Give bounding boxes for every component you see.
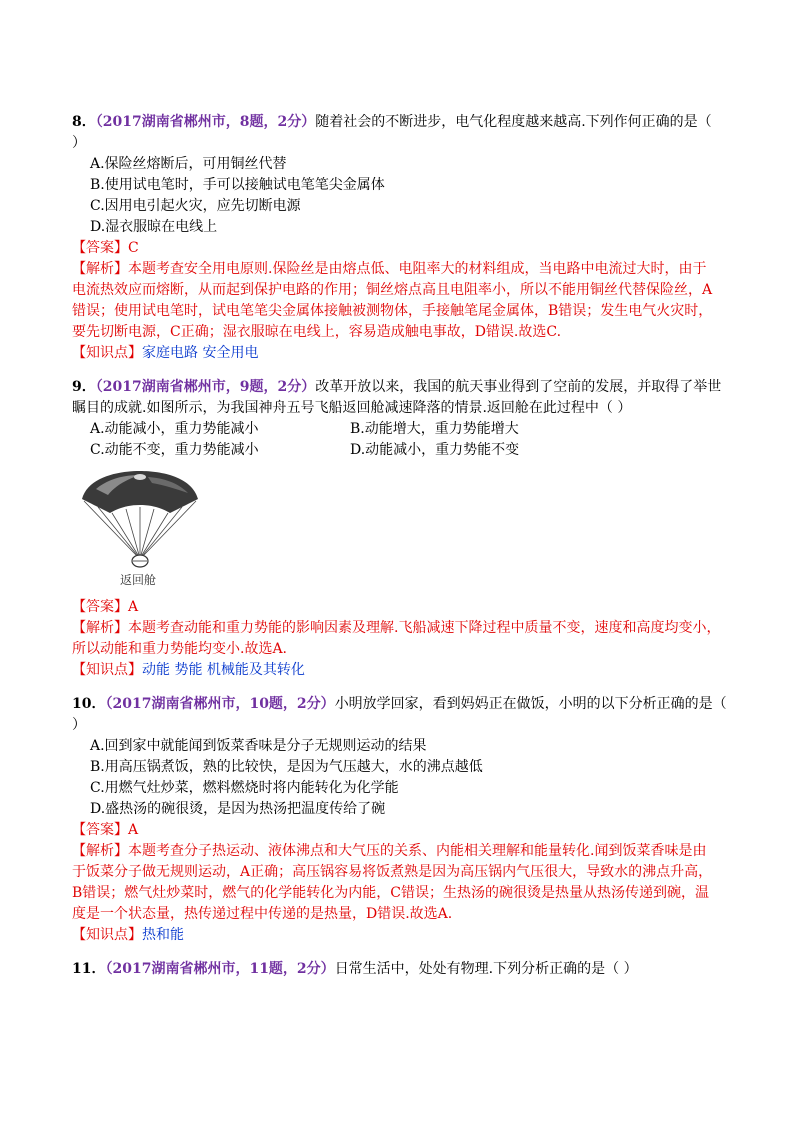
- knowledge-label: 【知识点】: [72, 927, 142, 943]
- answer-line: [72, 238, 724, 259]
- knowledge-label: 【知识点】: [72, 345, 142, 361]
- figure-caption: 返回舱: [119, 573, 156, 587]
- answer-line: [72, 820, 724, 841]
- parachute-image: [78, 469, 202, 573]
- knowledge-line: [72, 343, 724, 364]
- question-11: [72, 959, 724, 980]
- answer-value: A: [128, 822, 139, 838]
- question-stem-line1: 改革开放以来，我国的航天事业得到了空前的发展，并取得了举世: [315, 379, 722, 395]
- question-number: 9．: [72, 379, 96, 395]
- question-stem-line2: ）: [72, 135, 86, 151]
- question-stem-line2: 瞩目的成就.如图所示，为我国神舟五号飞船返回舱减速降落的情景.返回舱在此过程中（ ）: [72, 400, 632, 416]
- question-11-stem: [72, 959, 724, 980]
- question-source: （2017湖南省郴州市，9题，2分）: [95, 379, 316, 395]
- knowledge-line: [72, 660, 724, 681]
- question-source: （2017湖南省郴州市，10题，2分）: [105, 696, 335, 712]
- answer-value: A: [128, 599, 139, 615]
- analysis-line: 错误；使用试电笔时，试电笔笔尖金属体接触被测物体，手接触笔尾金属体，B错误；发生电气火灾时，: [72, 303, 713, 319]
- analysis-line: 于饭菜分子做无规则运动，A正确；高压锅容易将饭煮熟是因为高压锅内气压很大，导致水的沸点升高，: [72, 864, 713, 880]
- analysis-line: 本题考查分子热运动、液体沸点和大气压的关系、内能相关理解和能量转化.闻到饭菜香味是由: [128, 843, 707, 859]
- option-a: A.保险丝熔断后，可用铜丝代替: [90, 156, 287, 172]
- question-8-stem: [72, 112, 724, 133]
- option-d: D.湿衣服晾在电线上: [90, 219, 218, 235]
- option-a: A.动能减小，重力势能减小: [90, 421, 259, 437]
- analysis-line: 本题考查动能和重力势能的影响因素及理解.飞船减速下降过程中质量不变，速度和高度均变小，: [128, 620, 721, 636]
- question-source: （2017湖南省郴州市，11题，2分）: [105, 961, 335, 977]
- option-d: D.动能减小，重力势能不变: [350, 442, 520, 458]
- knowledge-line: [72, 925, 724, 946]
- question-9-stem: [72, 377, 724, 398]
- option-c: C.动能不变，重力势能减小: [90, 442, 259, 458]
- answer-line: [72, 597, 724, 618]
- analysis-line: 要先切断电源，C正确；湿衣服晾在电线上，容易造成触电事故，D错误.故选C.: [72, 324, 562, 340]
- answer-label: 【答案】: [72, 599, 128, 615]
- analysis-line: 所以动能和重力势能均变小.故选A.: [72, 641, 288, 657]
- question-9: [72, 377, 724, 681]
- analysis-line: 本题考查安全用电原则.保险丝是由熔点低、电阻率大的材料组成，当电路中电流过大时，由于: [128, 261, 707, 277]
- question-number: 8．: [72, 114, 96, 130]
- answer-label: 【答案】: [72, 822, 128, 838]
- option-c: C.用燃气灶炒菜，燃料燃烧时将内能转化为化学能: [90, 780, 399, 796]
- options-row-2: [72, 440, 724, 461]
- option-d: D.盛热汤的碗很烫，是因为热汤把温度传给了碗: [90, 801, 386, 817]
- analysis-line: B错误；燃气灶炒菜时，燃气的化学能转化为内能，C错误；生热汤的碗很烫是热量从热汤传递到碗，温: [72, 885, 709, 901]
- knowledge-value: 热和能: [142, 927, 184, 943]
- analysis-label: 【解析】: [72, 843, 128, 859]
- parachute-figure: [78, 469, 204, 591]
- question-number: 11．: [72, 961, 106, 977]
- question-stem-line1: 小明放学回家，看到妈妈正在做饭，小明的以下分析正确的是（: [334, 696, 727, 712]
- option-c: C.因用电引起火灾，应先切断电源: [90, 198, 301, 214]
- analysis-block: [72, 618, 724, 660]
- answer-value: C: [128, 240, 139, 256]
- option-b: B.动能增大，重力势能增大: [350, 421, 519, 437]
- analysis-block: [72, 259, 724, 343]
- question-10-stem: [72, 694, 727, 715]
- analysis-label: 【解析】: [72, 261, 128, 277]
- answer-label: 【答案】: [72, 240, 128, 256]
- knowledge-value: 动能 势能 机械能及其转化: [142, 662, 305, 678]
- analysis-line: 电流热效应而熔断，从而起到保护电路的作用；铜丝熔点高且电阻率小，所以不能用铜丝代替保险丝，A: [72, 282, 713, 298]
- question-stem-line1: 日常生活中，处处有物理.下列分析正确的是（ ）: [334, 961, 638, 977]
- analysis-line: 度是一个状态量，热传递过程中传递的是热量，D错误.故选A.: [72, 906, 453, 922]
- question-8: [72, 112, 724, 364]
- option-a: A.回到家中就能闻到饭菜香味是分子无规则运动的结果: [90, 738, 427, 754]
- knowledge-value: 家庭电路 安全用电: [142, 345, 259, 361]
- analysis-block: [72, 841, 724, 925]
- option-b: B.使用试电笔时，手可以接触试电笔笔尖金属体: [90, 177, 385, 193]
- question-number: 10．: [72, 696, 106, 712]
- question-source: （2017湖南省郴州市，8题，2分）: [95, 114, 316, 130]
- option-b: B.用高压锅煮饭，熟的比较快，是因为气压越大，水的沸点越低: [90, 759, 483, 775]
- knowledge-label: 【知识点】: [72, 662, 142, 678]
- document-page: [72, 112, 727, 980]
- question-10: [72, 694, 727, 946]
- question-stem-line1: 随着社会的不断进步，电气化程度越来越高.下列作何正确的是（: [315, 114, 712, 130]
- analysis-label: 【解析】: [72, 620, 128, 636]
- question-stem-line2: ）: [72, 717, 86, 733]
- options-row-1: [72, 419, 724, 440]
